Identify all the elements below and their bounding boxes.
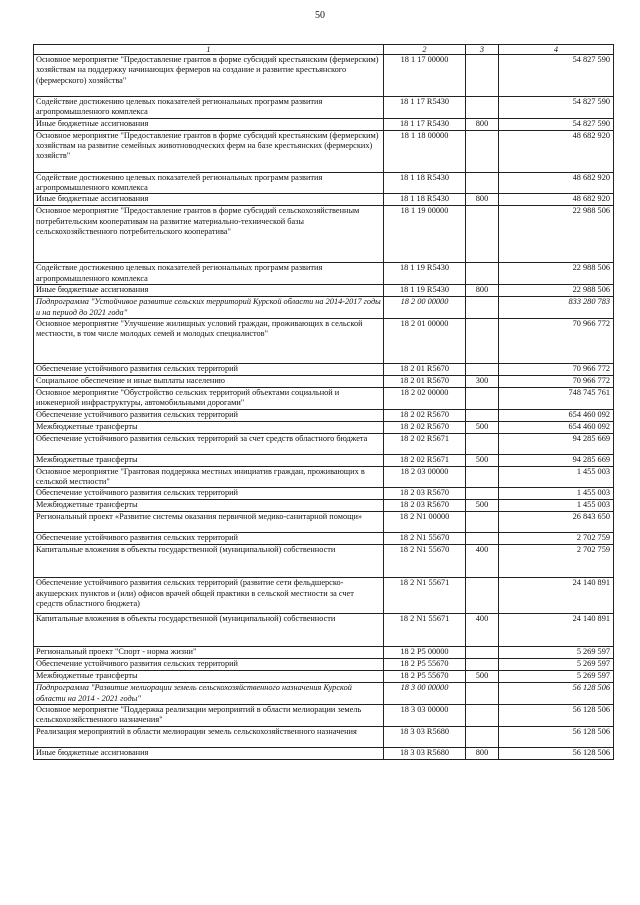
row-expense-type (466, 318, 499, 363)
row-name: Обеспечение устойчивого развития сельских территорий (34, 409, 384, 421)
row-code: 18 2 03 R5670 (384, 500, 466, 512)
table-row (34, 375, 614, 387)
row-expense-type: 400 (466, 614, 499, 647)
header-col-3: 3 (466, 45, 499, 55)
row-name: Межбюджетные трансферты (34, 454, 384, 466)
row-amount: 54 827 590 (499, 55, 614, 97)
row-name: Содействие достижению целевых показателей региональных программ развития агропромышленного комплекса (34, 172, 384, 194)
row-amount: 748 745 761 (499, 387, 614, 409)
row-amount: 56 128 506 (499, 747, 614, 759)
table-row (34, 659, 614, 671)
table-row (34, 55, 614, 97)
row-expense-type: 800 (466, 118, 499, 130)
table-row (34, 263, 614, 285)
row-code: 18 2 P5 55670 (384, 671, 466, 683)
row-amount: 654 460 092 (499, 421, 614, 433)
table-row (34, 488, 614, 500)
table-header-row (34, 45, 614, 55)
table-row (34, 172, 614, 194)
table-row (34, 433, 614, 454)
row-code: 18 2 N1 55671 (384, 578, 466, 614)
row-amount: 56 128 506 (499, 683, 614, 705)
row-code: 18 1 17 00000 (384, 55, 466, 97)
row-amount: 54 827 590 (499, 97, 614, 119)
row-name: Иные бюджетные ассигнования (34, 285, 384, 297)
table-body (34, 55, 614, 760)
row-code: 18 1 18 R5430 (384, 194, 466, 206)
row-code: 18 3 03 00000 (384, 705, 466, 727)
row-expense-type: 500 (466, 421, 499, 433)
row-amount: 48 682 920 (499, 172, 614, 194)
row-name: Иные бюджетные ассигнования (34, 118, 384, 130)
row-expense-type: 800 (466, 194, 499, 206)
row-name: Межбюджетные трансферты (34, 500, 384, 512)
row-expense-type (466, 206, 499, 263)
row-expense-type (466, 363, 499, 375)
row-name: Региональный проект "Спорт - норма жизни" (34, 647, 384, 659)
row-amount: 22 988 506 (499, 206, 614, 263)
header-col-1: 1 (34, 45, 384, 55)
row-expense-type (466, 172, 499, 194)
row-name: Обеспечение устойчивого развития сельских территорий (развитие сети фельдшерско-акушерских пунктов и (или) офисов врачей общей практики в сельской местности за счет средств областного бюджета) (34, 578, 384, 614)
row-name: Содействие достижению целевых показателей региональных программ развития агропромышленного комплекса (34, 97, 384, 119)
row-amount: 24 140 891 (499, 578, 614, 614)
table-row (34, 194, 614, 206)
table-row (34, 466, 614, 488)
table-row (34, 318, 614, 363)
row-name: Обеспечение устойчивого развития сельских территорий (34, 533, 384, 545)
row-amount: 1 455 003 (499, 500, 614, 512)
row-expense-type (466, 387, 499, 409)
table-row (34, 545, 614, 578)
row-code: 18 2 02 R5671 (384, 454, 466, 466)
row-amount: 1 455 003 (499, 466, 614, 488)
row-code: 18 1 17 R5430 (384, 97, 466, 119)
row-code: 18 2 00 00000 (384, 297, 466, 319)
row-code: 18 3 03 R5680 (384, 726, 466, 747)
row-amount: 56 128 506 (499, 726, 614, 747)
row-amount: 56 128 506 (499, 705, 614, 727)
table-row (34, 578, 614, 614)
row-code: 18 2 N1 55670 (384, 533, 466, 545)
row-amount: 26 843 650 (499, 512, 614, 533)
row-name: Основное мероприятие "Предоставление грантов в форме субсидий крестьянским (фермерским) хозяйствам на развитие семейных животноводческих ферм на базе крестьянских (фермерских) хозяйств" (34, 130, 384, 172)
row-code: 18 1 17 R5430 (384, 118, 466, 130)
row-name: Реализация мероприятий в области мелиорации земель сельскохозяйственного назначения (34, 726, 384, 747)
row-code: 18 2 N1 55670 (384, 545, 466, 578)
row-code: 18 1 18 R5430 (384, 172, 466, 194)
row-expense-type (466, 409, 499, 421)
row-expense-type: 400 (466, 545, 499, 578)
row-name: Межбюджетные трансферты (34, 421, 384, 433)
table-row (34, 512, 614, 533)
row-name: Подпрограмма "Развитие мелиорации земель сельскохозяйственного назначения Курской области на 2014 - 2021 годы" (34, 683, 384, 705)
page-number: 50 (315, 10, 325, 21)
row-name: Социальное обеспечение и иные выплаты населению (34, 375, 384, 387)
row-amount: 70 966 772 (499, 363, 614, 375)
row-name: Обеспечение устойчивого развития сельских территорий (34, 363, 384, 375)
table-row (34, 130, 614, 172)
row-amount: 48 682 920 (499, 194, 614, 206)
table-row (34, 297, 614, 319)
row-code: 18 1 19 R5430 (384, 263, 466, 285)
header-col-2: 2 (384, 45, 466, 55)
row-name: Обеспечение устойчивого развития сельских территорий (34, 488, 384, 500)
row-name: Основное мероприятие "Предоставление грантов в форме субсидий крестьянским (фермерским) хозяйствам на поддержку начинающих фермеров на создание и развитие крестьянского (фермерского) хозяйства" (34, 55, 384, 97)
row-expense-type (466, 578, 499, 614)
row-expense-type (466, 55, 499, 97)
row-amount: 5 269 597 (499, 647, 614, 659)
row-name: Основное мероприятие "Грантовая поддержка местных инициатив граждан, проживающих в сельской местности" (34, 466, 384, 488)
row-code: 18 2 02 R5671 (384, 433, 466, 454)
row-name: Основное мероприятие "Поддержка реализации мероприятий в области мелиорации земель сельскохозяйственного назначения" (34, 705, 384, 727)
row-name: Основное мероприятие "Улучшение жилищных условий граждан, проживающих в сельской местности, в том числе молодых семей и молодых специалистов" (34, 318, 384, 363)
row-code: 18 2 01 R5670 (384, 375, 466, 387)
table-row (34, 409, 614, 421)
table-row (34, 206, 614, 263)
row-amount: 833 280 783 (499, 297, 614, 319)
row-name: Региональный проект «Развитие системы оказания первичной медико-санитарной помощи» (34, 512, 384, 533)
row-code: 18 2 01 R5670 (384, 363, 466, 375)
row-name: Иные бюджетные ассигнования (34, 194, 384, 206)
table-row (34, 421, 614, 433)
row-expense-type: 500 (466, 500, 499, 512)
header-col-4: 4 (499, 45, 614, 55)
row-expense-type (466, 488, 499, 500)
row-code: 18 2 N1 55671 (384, 614, 466, 647)
row-expense-type (466, 97, 499, 119)
row-code: 18 1 19 R5430 (384, 285, 466, 297)
row-code: 18 2 P5 00000 (384, 647, 466, 659)
row-expense-type: 500 (466, 671, 499, 683)
row-expense-type: 300 (466, 375, 499, 387)
row-expense-type (466, 512, 499, 533)
row-name: Обеспечение устойчивого развития сельских территорий за счет средств областного бюджета (34, 433, 384, 454)
row-name: Иные бюджетные ассигнования (34, 747, 384, 759)
row-expense-type: 800 (466, 285, 499, 297)
row-expense-type: 800 (466, 747, 499, 759)
row-amount: 2 702 759 (499, 533, 614, 545)
table-row (34, 683, 614, 705)
table-row (34, 363, 614, 375)
table-row (34, 454, 614, 466)
row-amount: 22 988 506 (499, 263, 614, 285)
row-expense-type (466, 683, 499, 705)
row-expense-type (466, 705, 499, 727)
row-expense-type (466, 533, 499, 545)
table-row (34, 285, 614, 297)
row-expense-type (466, 130, 499, 172)
row-expense-type (466, 466, 499, 488)
row-amount: 94 285 669 (499, 433, 614, 454)
table-row (34, 500, 614, 512)
row-amount: 54 827 590 (499, 118, 614, 130)
table-row (34, 726, 614, 747)
table-row (34, 671, 614, 683)
row-amount: 70 966 772 (499, 318, 614, 363)
row-code: 18 2 02 00000 (384, 387, 466, 409)
row-code: 18 1 19 00000 (384, 206, 466, 263)
row-amount: 22 988 506 (499, 285, 614, 297)
row-code: 18 2 03 R5670 (384, 488, 466, 500)
row-expense-type (466, 659, 499, 671)
row-expense-type (466, 433, 499, 454)
row-code: 18 2 P5 55670 (384, 659, 466, 671)
row-expense-type (466, 297, 499, 319)
table-row (34, 614, 614, 647)
row-amount: 5 269 597 (499, 671, 614, 683)
table-row (34, 647, 614, 659)
table-row (34, 747, 614, 759)
row-amount: 24 140 891 (499, 614, 614, 647)
budget-table (33, 44, 614, 760)
table-row (34, 533, 614, 545)
row-code: 18 2 02 R5670 (384, 409, 466, 421)
row-name: Основное мероприятие "Обустройство сельских территорий объектами социальной и инженерной инфраструктуры, автомобильными дорогами" (34, 387, 384, 409)
row-code: 18 2 03 00000 (384, 466, 466, 488)
row-code: 18 2 02 R5670 (384, 421, 466, 433)
row-name: Обеспечение устойчивого развития сельских территорий (34, 659, 384, 671)
row-amount: 94 285 669 (499, 454, 614, 466)
table-row (34, 97, 614, 119)
row-code: 18 3 03 R5680 (384, 747, 466, 759)
table-row (34, 387, 614, 409)
row-amount: 1 455 003 (499, 488, 614, 500)
table-row (34, 705, 614, 727)
row-code: 18 1 18 00000 (384, 130, 466, 172)
row-code: 18 2 01 00000 (384, 318, 466, 363)
row-amount: 654 460 092 (499, 409, 614, 421)
row-name: Капитальные вложения в объекты государственной (муниципальной) собственности (34, 545, 384, 578)
row-name: Подпрограмма "Устойчивое развитие сельских территорий Курской области на 2014-2017 годы и на период до 2021 года" (34, 297, 384, 319)
row-name: Содействие достижению целевых показателей региональных программ развития агропромышленного комплекса (34, 263, 384, 285)
row-expense-type (466, 647, 499, 659)
row-code: 18 3 00 00000 (384, 683, 466, 705)
row-amount: 70 966 772 (499, 375, 614, 387)
row-expense-type (466, 726, 499, 747)
row-name: Капитальные вложения в объекты государственной (муниципальной) собственности (34, 614, 384, 647)
row-name: Основное мероприятие "Предоставление грантов в форме субсидий сельскохозяйственным потребительским кооперативам на развитие материально-технической базы сельскохозяйственного потребительского кооператива" (34, 206, 384, 263)
row-name: Межбюджетные трансферты (34, 671, 384, 683)
row-code: 18 2 N1 00000 (384, 512, 466, 533)
row-amount: 5 269 597 (499, 659, 614, 671)
row-amount: 48 682 920 (499, 130, 614, 172)
table-row (34, 118, 614, 130)
row-expense-type (466, 263, 499, 285)
row-amount: 2 702 759 (499, 545, 614, 578)
row-expense-type: 500 (466, 454, 499, 466)
